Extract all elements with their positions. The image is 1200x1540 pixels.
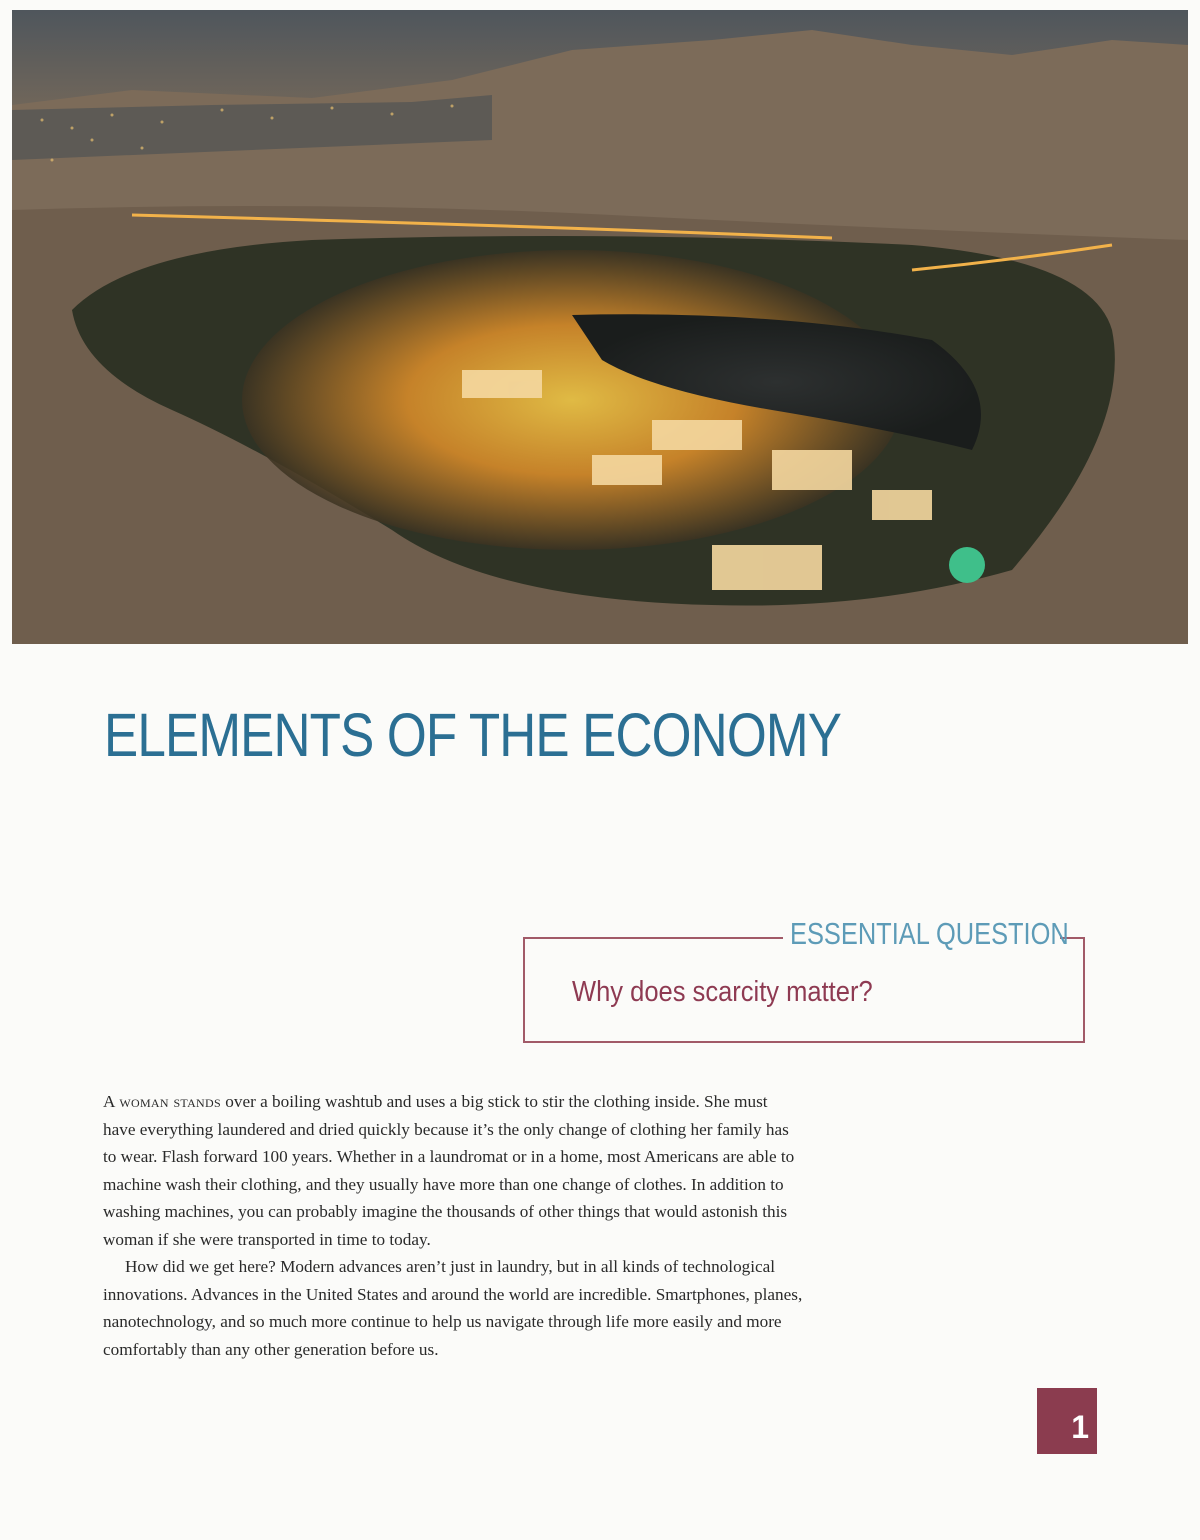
paragraph [103, 1088, 803, 1253]
hero-photo-desert-oasis [12, 10, 1188, 644]
essential-question-text: Why does scarcity matter? [572, 976, 873, 1008]
paragraph-text: over a boiling washtub and uses a big stick to stir the clothing inside. She must have everything laundered and dried quickly because it’s the only change of clothing her family has to wear. Flash forward 100 years. Whether in a laundromat or in a home, most Americans are able to machine wash their clothing, and they usually have more than one change of clothes. In addition to washing machines, you can probably imagine the thousands of other things that would astonish this woman if she were transported in time to today. [103, 1092, 795, 1249]
paragraph: How did we get here? Modern advances aren’t just in laundry, but in all kinds of technological innovations. Advances in the United States and around the world are incredible. Smartphones, planes, nanotechnology, and so much more continue to help us navigate through life more easily and more comfortably than any other generation before us. [103, 1257, 803, 1359]
essential-question-box-top-rule [523, 937, 783, 939]
body-text [103, 1088, 803, 1363]
lead-in: A woman stands [103, 1092, 221, 1111]
chapter-title: ELEMENTS OF THE ECONOMY [104, 701, 842, 769]
page-number: 1 [1037, 1388, 1097, 1454]
essential-question-label: ESSENTIAL QUESTION [790, 916, 1069, 951]
